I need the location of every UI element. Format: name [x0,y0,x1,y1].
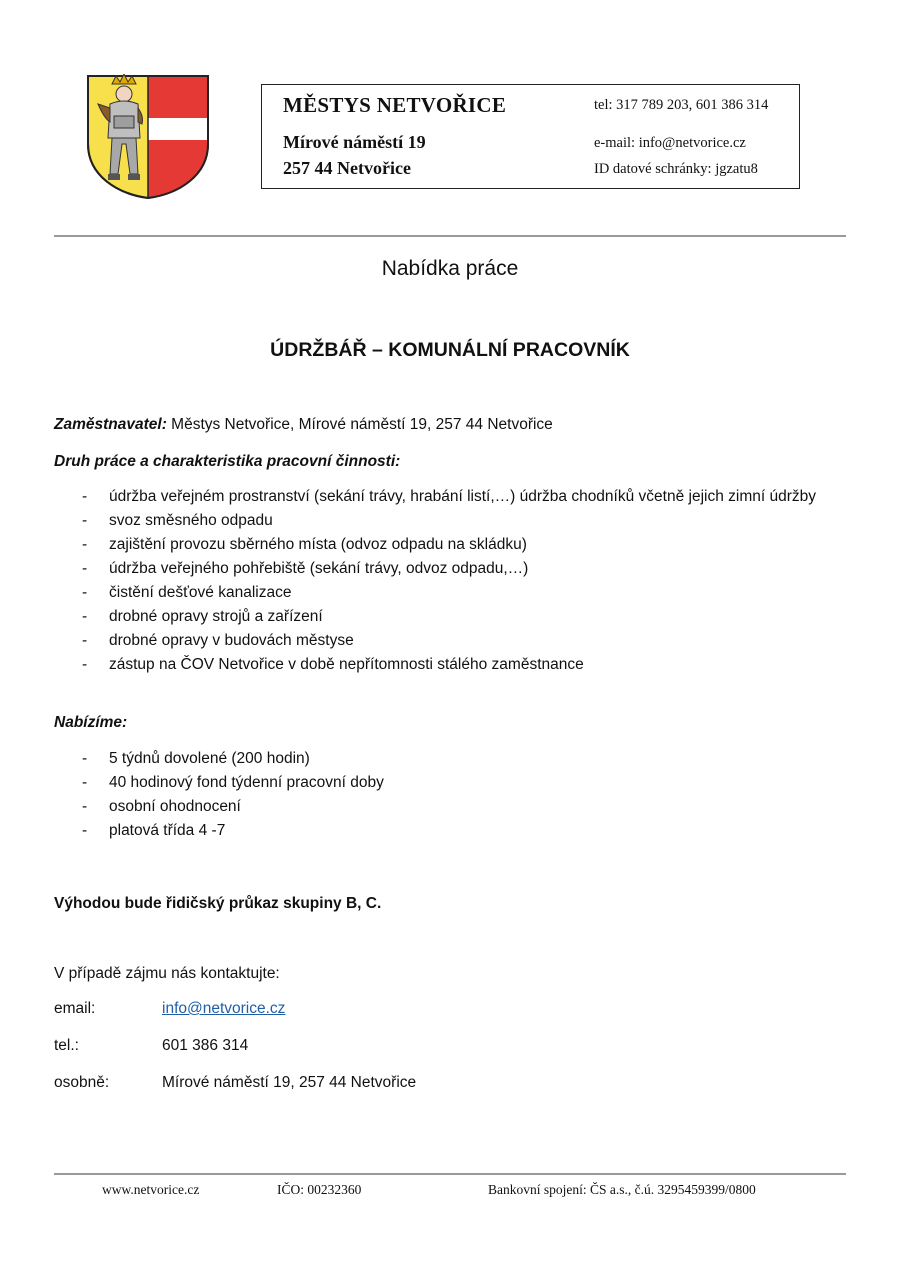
header-divider [54,235,846,237]
contact-email-label: email: [54,1000,96,1017]
list-item: - platová třída 4 -7 [82,822,226,839]
list-item: - zástup na ČOV Netvořice v době nepřítomnosti stálého zaměstnance [82,656,584,673]
list-item: - drobné opravy strojů a zařízení [82,608,323,625]
footer-divider [54,1173,846,1175]
contact-email-link[interactable]: info@netvorice.cz [162,1000,286,1017]
list-item: - údržba veřejného pohřebiště (sekání trávy, odvoz odpadu,…) [82,560,529,577]
list-item: - 5 týdnů dovolené (200 hodin) [82,750,310,767]
header-email: e-mail: info@netvorice.cz [594,135,746,151]
header-data-box: ID datové schránky: jgzatu8 [594,161,758,177]
list-item: - svoz směsného odpadu [82,512,273,529]
employer-label: Zaměstnavatel: [54,416,167,433]
contact-intro: V případě zájmu nás kontaktujte: [54,965,280,982]
address-line-2: 257 44 Netvořice [283,158,411,178]
footer-web: www.netvorice.cz [102,1182,200,1197]
footer-bank: Bankovní spojení: ČS a.s., č.ú. 3295459399/0800 [488,1182,756,1197]
employer-line [54,413,553,437]
coat-of-arms-icon [86,74,210,200]
document-title: ÚDRŽBÁŘ – KOMUNÁLNÍ PRACOVNÍK [270,339,630,361]
address-line-1: Mírové náměstí 19 [283,132,426,152]
offer-heading: Nabízíme: [54,714,128,731]
contact-phone-value: 601 386 314 [162,1037,249,1054]
contact-address-value: Mírové náměstí 19, 257 44 Netvořice [162,1074,417,1091]
list-item: - osobní ohodnocení [82,798,241,815]
municipality-name: MĚSTYS NETVOŘICE [283,93,507,117]
work-heading: Druh práce a charakteristika pracovní činnosti: [54,453,401,470]
offer-list [54,747,834,843]
header-phone: tel: 317 789 203, 601 386 314 [594,97,769,113]
list-item: - drobné opravy v budovách městyse [82,632,354,649]
list-item: - čistění dešťové kanalizace [82,584,292,601]
work-list [54,485,834,677]
contact-phone-label: tel.: [54,1037,79,1054]
contact-address-label: osobně: [54,1074,110,1091]
document-subtitle: Nabídka práce [381,257,519,280]
employer-value: Městys Netvořice, Mírové náměstí 19, 257 44 Netvořice [166,416,553,433]
list-item: - zajištění provozu sběrného místa (odvoz odpadu na skládku) [82,536,527,553]
list-item: - údržba veřejném prostranství (sekání trávy, hrabání listí,…) údržba chodníků včetně jejich zimní údržby [82,488,816,505]
letterhead-box [261,84,800,189]
footer-ico: IČO: 00232360 [277,1182,362,1197]
list-item: - 40 hodinový fond týdenní pracovní doby [82,774,384,791]
advantage-note: Výhodou bude řidičský průkaz skupiny B, C. [54,895,382,912]
